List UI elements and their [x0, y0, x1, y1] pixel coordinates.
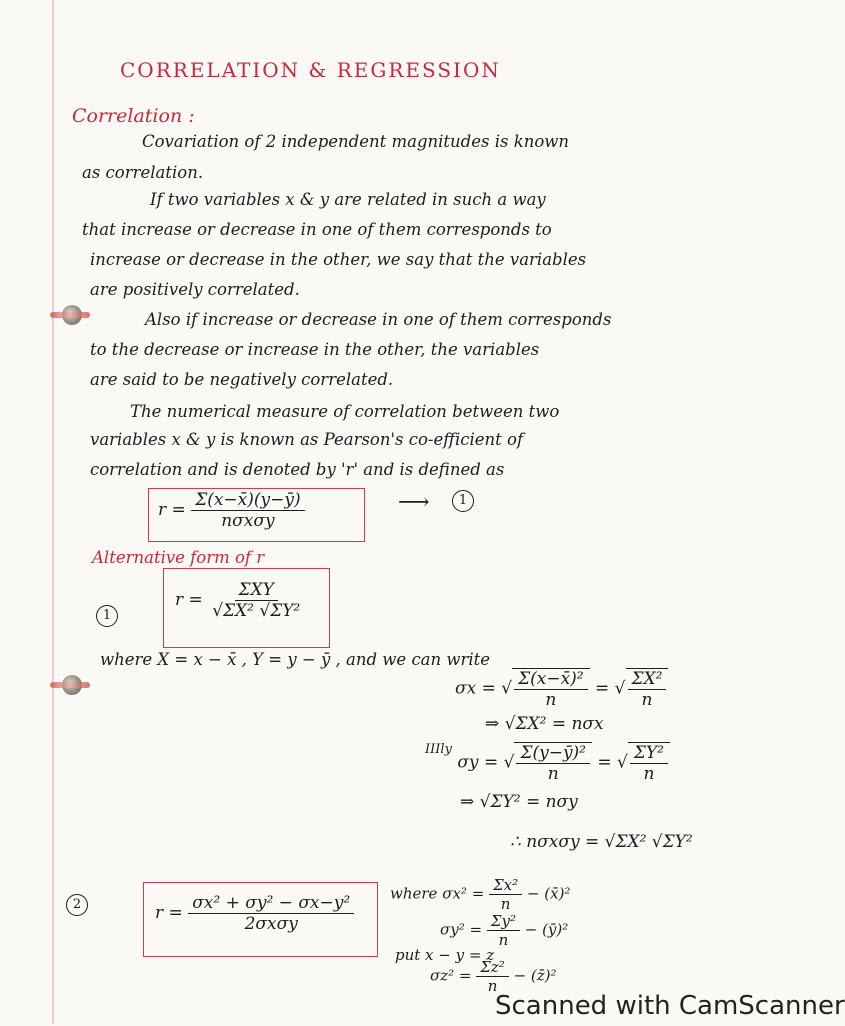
numerator: Σ(x−x̄)² [514, 669, 588, 690]
denominator: nσxσy [221, 511, 275, 531]
formula-lhs: r = [175, 590, 203, 610]
binder-hole-1 [62, 305, 82, 325]
arrow: ⟶ [398, 490, 430, 515]
equation-ref: 1 [452, 489, 474, 512]
derivation-sigma-x: σx = √ $\frac{\text{Σ(x−x̄)²}}{n}$ = √ $\frac{\text{ΣX²}}{n}$ [455, 668, 668, 710]
numerator: Σ(x−x̄)(y−ȳ) [191, 490, 304, 511]
lhs: σz² = [430, 966, 472, 985]
text-line: Also if increase or decrease in one of them corresponds [145, 310, 612, 329]
text-line: The numerical measure of correlation between two [130, 402, 560, 421]
denominator: n [643, 764, 655, 784]
where-sigma-x [390, 876, 570, 913]
similarly-prefix: IIIly [425, 742, 452, 757]
denominator: n [547, 764, 559, 784]
derivation-line: ∴ nσxσy = √ΣX² √ΣY² [510, 832, 693, 852]
text-line: are positively correlated. [90, 280, 300, 299]
formula-label: 1 [96, 604, 118, 627]
where-sigma-y [440, 912, 568, 949]
formula-variance [155, 893, 354, 934]
denominator: n [487, 977, 498, 995]
lead: where [390, 884, 438, 903]
text-line: are said to be negatively correlated. [90, 370, 394, 389]
text-line: Covariation of 2 independent magnitudes is known [142, 132, 570, 151]
denominator: √ΣX² √ΣY² [212, 601, 301, 621]
lhs: σx² = [442, 884, 485, 903]
fraction [512, 668, 590, 710]
where-line: where X = x − x̄ , Y = y − ȳ , and we can write [100, 650, 491, 669]
formula-pearson [158, 490, 305, 531]
text-line: as correlation. [82, 163, 204, 182]
derivation-line: ⇒ √ΣY² = nσy [460, 792, 578, 812]
text-line: to the decrease or increase in the other, the variables [90, 340, 540, 359]
numerator: Σy² [487, 912, 520, 931]
numerator: Σz² [476, 958, 509, 977]
denominator: n [641, 690, 653, 710]
numerator: Σ(y−ȳ)² [516, 743, 590, 764]
denominator: n [498, 931, 509, 949]
fraction [208, 580, 304, 621]
tail: − (z̄)² [513, 966, 557, 985]
fraction [489, 876, 522, 913]
lhs: σx = [455, 678, 496, 699]
fraction [514, 742, 592, 784]
formula-alternative [175, 580, 304, 621]
tail: − (x̄)² [526, 884, 571, 903]
fraction [487, 912, 520, 949]
binder-hole-2 [62, 675, 82, 695]
text-line: correlation and is denoted by 'r' and is defined as [90, 460, 505, 479]
numerator: ΣX² [628, 669, 667, 690]
numerator: σx² + σy² − σx−y² [188, 893, 354, 914]
derivation-line: ⇒ √ΣX² = nσx [485, 714, 604, 734]
formula-label: 2 [66, 893, 88, 916]
text-line: variables x & y is known as Pearson's co-efficient of [90, 430, 524, 449]
text-line: increase or decrease in the other, we say that the variables [90, 250, 587, 269]
fraction [626, 668, 669, 710]
denominator: 2σxσy [244, 914, 298, 934]
lhs: σy² = [440, 920, 483, 939]
numerator: Σx² [489, 876, 522, 895]
derivation-sigma-y: $^{IIIly}$ σy = √ $\frac{\text{Σ(y−ȳ)²}}{n}$ = √ $\frac{\text{ΣY²}}{n}$ [425, 742, 670, 784]
alternative-heading: Alternative form of r [92, 548, 265, 567]
text-line: that increase or decrease in one of them corresponds to [82, 220, 552, 239]
denominator: n [545, 690, 557, 710]
numerator: ΣXY [235, 580, 278, 601]
lhs: σy = [457, 752, 499, 773]
scanner-watermark: Scanned with CamScanner [495, 991, 845, 1021]
formula-lhs: r = [158, 500, 186, 520]
denominator: n [500, 895, 511, 913]
page-title: CORRELATION & REGRESSION [120, 58, 501, 82]
margin-line [52, 0, 54, 1024]
formula-lhs: r = [155, 903, 183, 923]
tail: − (ȳ)² [524, 920, 569, 939]
text-line: If two variables x & y are related in such a way [150, 190, 546, 209]
put-line: put x − y = z [395, 946, 495, 964]
fraction [188, 893, 354, 934]
fraction [628, 742, 670, 784]
section-heading: Correlation : [72, 105, 195, 127]
numerator: ΣY² [630, 743, 668, 764]
fraction [191, 490, 304, 531]
